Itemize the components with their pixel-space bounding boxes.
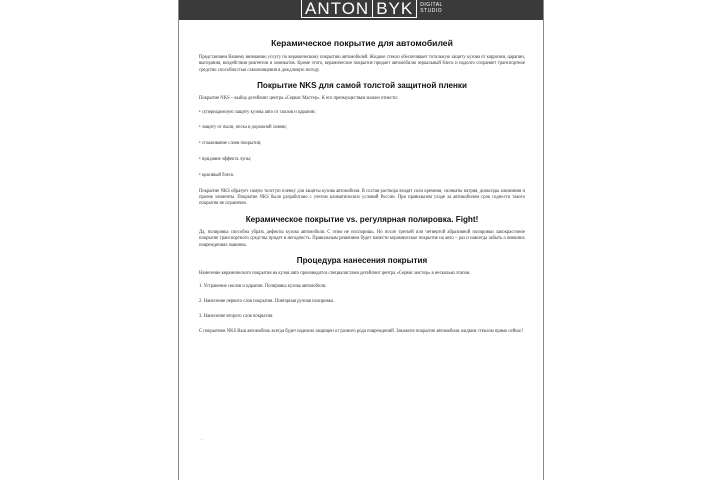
- section3-lead: Нанесение керамического покрытия на кузов авто производится специалистами детейлинг центра «Сервис мастер» в несколько этапов.: [199, 271, 471, 277]
- document-page: [178, 0, 544, 480]
- section3-heading: Процедура нанесения покрытия: [296, 256, 428, 266]
- logo-sub-studio: STUDIO: [420, 8, 443, 14]
- list-item: • красивый блеск.: [199, 173, 525, 179]
- brand-logo[interactable]: [301, 0, 443, 18]
- advantages-list: [199, 110, 525, 179]
- closing-paragraph: С покрытием NKS Ваш автомобиль всегда будет надежно защищен от разного рода повреждений. Закажите покрытие автомобиля жидким стеклом прямо сейчас!: [199, 329, 524, 335]
- end-mark: .: [201, 437, 203, 442]
- article-content: [199, 38, 525, 343]
- section2-body: Да, полировка способна убрать дефекты кузова автомобиля. С этим не поспоришь. Но после третьей или четвертой абразивной полировки лакокрасочное покрытие транспортного средства придет в негодность. Правильным решением будет нанести керамическое покрытие на авто – раз и навсегда забыть о внешних повреждениях машины.: [199, 229, 525, 248]
- logo-word-anton: ANTON: [301, 0, 372, 18]
- section1-heading: Покрытие NKS для самой толстой защитной пленки: [257, 81, 467, 91]
- list-item: • защиту от пыли, песка и дорожной химии;: [199, 125, 525, 131]
- procedure-step: 1. Устранение сколов и царапин. Полировка кузова автомобиля.: [199, 284, 327, 290]
- intro-paragraph: Представляем Вашему вниманию услугу по керамическому покрытию автомобилей. Жидкое стекло обеспечивает тотальную защиту кузова от коррозии, царапин, выгорания, воздействия реагентов и химикатов. Кроме этого, керамическое покрытие придает автомобилю зеркальный блеск и надолго сохраняет транспортное средство способностью самоочищения в дождливую погоду.: [199, 55, 525, 73]
- section1-lead: Покрытие NKS – выбор детейлинг центра «Сервис Мастер». К его преимуществам можно отнести:: [199, 96, 398, 102]
- article-title: Керамическое покрытие для автомобилей: [271, 38, 453, 48]
- logo-word-byk: BYK: [372, 0, 417, 18]
- list-item: • сглаживание слоев покрытия;: [199, 141, 525, 147]
- logo-subtitle: [420, 2, 443, 18]
- list-item: • супернадежную защиту кузова авто от сколов и царапин;: [199, 110, 525, 116]
- procedure-step: 3. Нанесение второго слоя покрытия.: [199, 314, 274, 320]
- page-header: [179, 0, 543, 20]
- section2-heading: Керамическое покрытие vs. регулярная полировка. Fight!: [245, 214, 479, 224]
- logo-sub-digital: DIGITAL: [420, 2, 443, 8]
- list-item: • придание эффекта лупы;: [199, 157, 525, 163]
- procedure-step: 2. Нанесение первого слоя покрытия. Повторная ручная полировка.: [199, 299, 335, 305]
- section1-body: Покрытие NKS образует самую толстую пленку для защиты кузова автомобиля. В состав раствора входят соли кремния, силикаты натрия, диоксиды алюминия и прочие элементы. Покрытие NKS было разработано с учетом климатических условий России. При правильном уходе за автомобилем срок годности такого покрытия не ограничен.: [199, 188, 525, 207]
